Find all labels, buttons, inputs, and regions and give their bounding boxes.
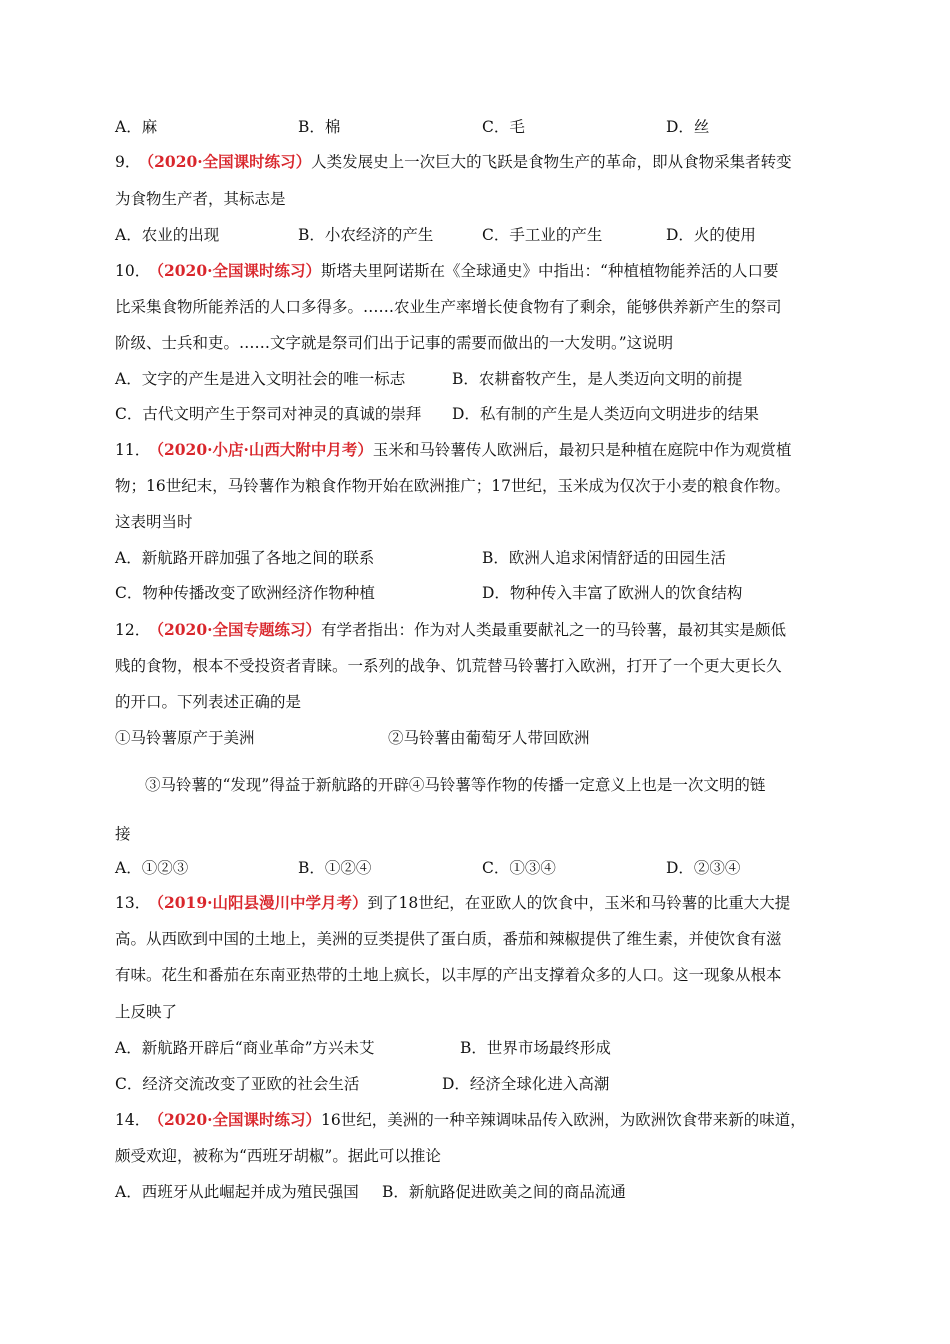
q13-number: 13． xyxy=(115,894,151,912)
q12-stem-line xyxy=(115,620,786,640)
q10-stem-line: 阶级、士兵和吏。……文字就是祭司们出于记事的需要而做出的一大发明。”这说明 xyxy=(115,334,674,352)
q14-text: 16世纪，美洲的一种辛辣调味品传入欧洲，为欧洲饮食带来新的味道， xyxy=(321,1111,806,1129)
q12-number: 12． xyxy=(115,621,151,639)
q12-option-d: D．②③④ xyxy=(666,859,741,877)
q12-option-c: C．①③④ xyxy=(482,859,556,877)
q14-option-a: A．西班牙从此崛起并成为殖民强国 xyxy=(115,1183,359,1201)
q10-stem-line: 比采集食物所能养活的人口多得多。……农业生产率增长使食物有了剩余，能够供养新产生的祭司 xyxy=(115,298,782,316)
q9-option-b: B．小农经济的产生 xyxy=(298,226,434,244)
q11-option-a: A．新航路开辟加强了各地之间的联系 xyxy=(115,549,375,567)
q13-stem-line xyxy=(115,893,790,913)
q12-text: 有学者指出：作为对人类最重要献礼之一的马铃薯，最初其实是颇低 xyxy=(321,621,787,639)
q11-text: 玉米和马铃薯传人欧洲后，最初只是种植在庭院中作为观赏植 xyxy=(372,441,792,459)
q11-stem-line: 这表明当时 xyxy=(115,513,193,531)
q11-number: 11． xyxy=(115,441,151,459)
q12-item-2: ②马铃薯由葡萄牙人带回欧洲 xyxy=(388,729,590,747)
q13-option-a: A．新航路开辟后“商业革命”方兴未艾 xyxy=(115,1039,375,1057)
q13-text: 到了18世纪，在亚欧人的饮食中，玉米和马铃薯的比重大大提 xyxy=(367,894,791,912)
q13-source: （2019·山阳县漫川中学月考） xyxy=(156,893,368,912)
q11-option-c: C．物种传播改变了欧洲经济作物种植 xyxy=(115,584,375,602)
q10-text: 斯塔夫里阿诺斯在《全球通史》中指出：“种植植物能养活的人口要 xyxy=(321,262,779,280)
q10-option-c: C．古代文明产生于祭司对神灵的真诚的崇拜 xyxy=(115,405,422,423)
q10-number: 10． xyxy=(115,262,151,280)
q12-source: （2020·全国专题练习） xyxy=(156,620,322,639)
q13-option-d: D．经济全球化进入高潮 xyxy=(442,1075,610,1093)
q13-option-b: B．世界市场最终形成 xyxy=(460,1039,611,1057)
q11-stem-line xyxy=(115,440,791,460)
q9-source: （2020·全国课时练习） xyxy=(146,152,312,171)
q8-option-c: C．毛 xyxy=(482,118,525,136)
q11-source: （2020·小店·山西大附中月考） xyxy=(156,440,373,459)
q14-number: 14． xyxy=(115,1111,151,1129)
q14-stem-line: 颇受欢迎，被称为“西班牙胡椒”。据此可以推论 xyxy=(115,1147,441,1165)
q10-option-a: A．文字的产生是进入文明社会的唯一标志 xyxy=(115,370,406,388)
q9-option-a: A．农业的出现 xyxy=(115,226,220,244)
q12-stem-line: 贱的食物，根本不受投资者青睐。一系列的战争、饥荒替马铃薯打入欧洲，打开了一个更大更长久 xyxy=(115,657,782,675)
q9-option-d: D．火的使用 xyxy=(666,226,756,244)
q11-stem-line: 物；16世纪末，马铃薯作为粮食作物开始在欧洲推广；17世纪，玉米成为仅次于小麦的粮食作物。 xyxy=(115,477,790,495)
q8-option-d: D．丝 xyxy=(666,118,710,136)
q11-option-d: D．物种传入丰富了欧洲人的饮食结构 xyxy=(482,584,743,602)
q9-stem-line: 为食物生产者，其标志是 xyxy=(115,190,286,208)
q13-stem-line: 高。从西欧到中国的土地上，美洲的豆类提供了蛋白质，番茄和辣椒提供了维生素，并使饮食有滋 xyxy=(115,930,782,948)
q13-option-c: C．经济交流改变了亚欧的社会生活 xyxy=(115,1075,360,1093)
q14-source: （2020·全国课时练习） xyxy=(156,1110,322,1129)
q8-option-a: A．麻 xyxy=(115,118,158,136)
q11-option-b: B．欧洲人追求闲情舒适的田园生活 xyxy=(482,549,726,567)
q12-option-a: A．①②③ xyxy=(115,859,189,877)
q9-stem-line xyxy=(115,152,792,172)
q9-text: 人类发展史上一次巨大的飞跃是食物生产的革命，即从食物采集者转变 xyxy=(311,153,792,171)
q12-item-continued: 接 xyxy=(115,825,131,843)
q13-stem-line: 有味。花生和番茄在东南亚热带的土地上疯长，以丰厚的产出支撑着众多的人口。这一现象从根本 xyxy=(115,966,782,984)
q14-stem-line xyxy=(115,1110,806,1130)
q14-option-b: B．新航路促进欧美之间的商品流通 xyxy=(382,1183,626,1201)
q13-stem-line: 上反映了 xyxy=(115,1003,178,1021)
q12-option-b: B．①②④ xyxy=(298,859,372,877)
q12-item-3-4: ③马铃薯的“发现”得益于新航路的开辟④马铃薯等作物的传播一定意义上也是一次文明的链 xyxy=(145,776,766,794)
q12-item-1: ①马铃薯原产于美洲 xyxy=(115,729,255,747)
q9-option-c: C．手工业的产生 xyxy=(482,226,603,244)
q12-stem-line: 的开口。下列表述正确的是 xyxy=(115,693,302,711)
q10-source: （2020·全国课时练习） xyxy=(156,261,322,280)
q9-number: 9． xyxy=(115,153,141,171)
q10-stem-line xyxy=(115,261,778,281)
q10-option-b: B．农耕畜牧产生，是人类迈向文明的前提 xyxy=(452,370,743,388)
q8-option-b: B．棉 xyxy=(298,118,341,136)
q10-option-d: D．私有制的产生是人类迈向文明进步的结果 xyxy=(452,405,759,423)
